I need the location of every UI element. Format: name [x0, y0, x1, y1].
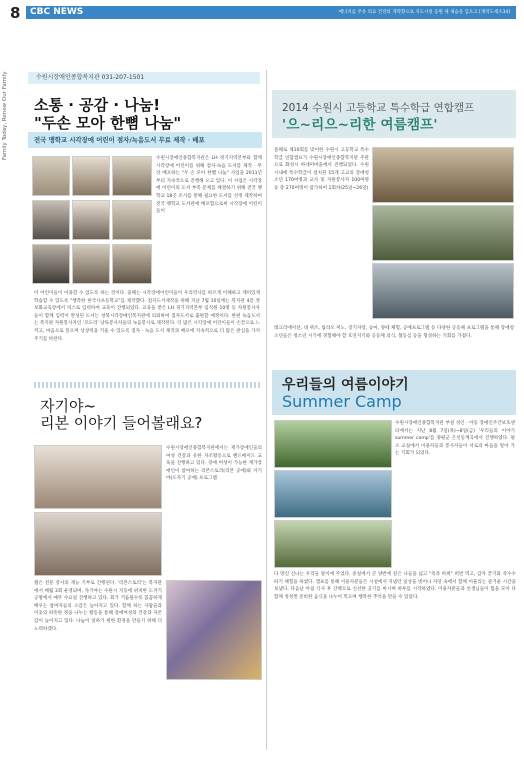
photo-2 [72, 156, 110, 196]
side-text-label: Family Today, Renew Our Family [2, 71, 8, 160]
article-b-title-line2: 리본 이야기 들어볼래요? [40, 414, 203, 432]
photo-4 [32, 200, 70, 240]
article-a-body-right: 수원시장애인종합복지관은 LH 경기지역본부와 함께 시각장애 어린이를 위해 점자·녹음 도서를 제작 · 무상 배포하는 "두 손 모아 한뼘 나눔" 사업을 2011년부터 지속적으로 진행해 오고 있다. 이 사업은 시각장애 어린이의 도서 부족 문제를 해결하기 위해 전국 맹학교 18곳 조사를 통해 필요한 도서를 선정 제작하여 전국 맹학교 도서관에 배포함으로써 시각장애 어린이들이 [156, 156, 262, 215]
article-a-subtitle: 전국 맹학교 시각장애 어린이 점자/녹음도서 무료 제작 · 배포 [28, 132, 262, 148]
article-c-title-line2: '으~리으~리한 여름캠프' [282, 117, 438, 133]
photo-9 [112, 244, 152, 284]
article-d-body-full: 다 망신 신나는 우리들 말이에 주었다. 중실에서 큰 양반에 깊은 나들을 넓고 "즉즉 바위" 비번 먹고, 감자 끝기와 즉수수 따기 체험을 하였다. 캠프를 통해 이용자분들은 시설에서 지냈던 일상을 벗어나 자연 속에서 함께 어울리는 즐거운 시간을 보냈다. 다음날 아침 식사 후 산책으로 신선한 공기를 마시며 하루를 시작하였다. 이용자분들과 선생님들이 힘을 모아 다함께 정성껏 준비한 음식을 나누어 먹으며 행복한 추억을 만들 수 있었다. [274, 572, 516, 600]
side-text [2, 30, 14, 160]
photo-6 [112, 200, 152, 240]
header-logo: CBC NEWS [30, 7, 84, 17]
article-d-body-right: 수원시장애인종합복지관 부설 성인 · 아동 장애인주간보호센터에서는 지난 8월 7일(목)~8일(금) '우리들의 이야기 summer camp'를 양평군 은선동계곡에서 진행하였다. 평소 교실에서 이용자들과 봉사자들이 서로의 마음을 알아 가는 기회가 되었다. [395, 421, 515, 457]
article-c-title-line1: 2014 수원시 고등학교 특수학급 연합캠프 [282, 102, 475, 114]
article-b-photo-ribbons [166, 580, 262, 680]
article-c-body-full: 레크리에이션, 대 퀴즈, 림라오 미노, 장기자랑, 승마, 양떼 체험, 공예프로그램 등 다양한 공동체 프로그램을 통해 장애청소년들은 청소년 시기에 경험해야 할 호연지기와 공동체 의식, 협동심 등을 형성하는 기회를 가졌다. [274, 326, 514, 339]
article-d-title-line1: 우리들의 여름이야기 [282, 377, 409, 393]
article-b-photo-group2 [34, 512, 162, 576]
article-b-title [40, 398, 202, 432]
summer-photo-1 [274, 420, 392, 468]
article-b-title-line1: 자기야~ [40, 397, 97, 415]
dots-banner [34, 382, 260, 388]
photo-5 [72, 200, 110, 240]
article-a-photo-grid [32, 156, 152, 286]
article-c-photo-grid [372, 147, 514, 319]
article-a-title [34, 96, 181, 132]
summer-photo-2 [274, 470, 392, 518]
photo-1 [32, 156, 70, 196]
column-divider [266, 70, 267, 750]
camp-photo-1 [372, 147, 514, 203]
photo-3 [112, 156, 152, 196]
camp-photo-3 [372, 263, 514, 319]
article-a-title-line1: 소통 · 공감 · 나눔! [34, 96, 161, 114]
summer-photo-3 [274, 520, 392, 568]
article-c-body-left: 올해로 제10회를 맞이한 수원시 고등학교 특수학급 연합캠프가 수원시장애인종합복지관 주관으로 화성시 하네미마을에서 진행되었다. 수원시내에 특수학급이 설치된 15개 고교의 장애청소년 170여명과 교사 및 자원봉사자 100여명 등 총 270여명이 참가하여 1회차(25일~26일) [274, 148, 369, 191]
photo-8 [72, 244, 110, 284]
article-d-photo-grid [274, 420, 392, 568]
header-bar [26, 6, 516, 19]
article-b-body-right: 수원시장애인종합복지관에서는 재가장애인들의 여성 건강과 유한 자조활동으로 핸드메이드 교육을 진행하고 있다. 장애 여성이 가능한 재가장애인이 참여하는 리본스토리(리본 공예)와 자기야(도자기 공예) 프로그램 [166, 446, 262, 482]
page-number: 8 [10, 4, 21, 22]
article-a-body-full: 이 어린이들이 이용할 수 있도록 하는 것이다. 올해는 시각장애어린이들이 우리역사를 바르게 이해하고 재미있게 학습할 수 있도록 "행복한 한국사초등학교"를 제작했다. 점자도서제작을 위해 지난 7월 10일에는 복지관 4층 정보화교육장에서 릭스로 입력하여 교육이 진행되었다. 교육을 받은 LH 경기지역본부 임직원 10명 등 자원봉사자들이 함께 입력이 완성된 도서는 성북시각장애인복지관에 의뢰하여 점자도서로 출판할 예정이다. 한편 녹음도서는 복지관 자원봉사자인 '모도리' 낭독봉사자들의 녹음봉사로 제작된다. 더 많은 시각장애 어린이들이 손끝으로 느끼고, 마음으로 읽으며 상상력을 키울 수 있도록 점자 · 녹음 도서 제작과 배포에 지속적으로 더 많은 관심을 가져주기를 바란다. [34, 291, 260, 342]
camp-photo-2 [372, 205, 514, 261]
article-a-contact: 수원시장애인종합복지관 031-207-1501 [28, 72, 260, 84]
article-a-title-line2: "두손 모아 한뼘 나눔" [34, 114, 182, 132]
article-d-title-line2: Summer Camp [282, 392, 402, 411]
photo-7 [32, 244, 70, 284]
article-b-body-full: 램은 전문 강사의 재능 기부로 진행된다. '리본스토리'는 복지관에서 매월 3회 운영되며, 자기야는 수원시 지동에 위치한 도자기 공방에서 매주 수요일 진행하고 있다. 회가 거듭될수록 꼼꼼하게 배우는 참여자들의 소감은 높아지고 있다. 함께 하는 사람들과 이웃의 따뜻한 정을 나누는 활동을 통해 장애여성의 건강과 자존감이 높아지고 있다. 나눔이 일하기 편한 환경을 만들기 위해 더 노력하겠다. [34, 581, 162, 632]
header-tagline: 에너지를 주유 의료 건강의 개혁향으로 지도시설 웅원 새 새숨을 입으고 [개역도세소34] [338, 10, 510, 15]
article-b-photo-group [34, 445, 162, 509]
